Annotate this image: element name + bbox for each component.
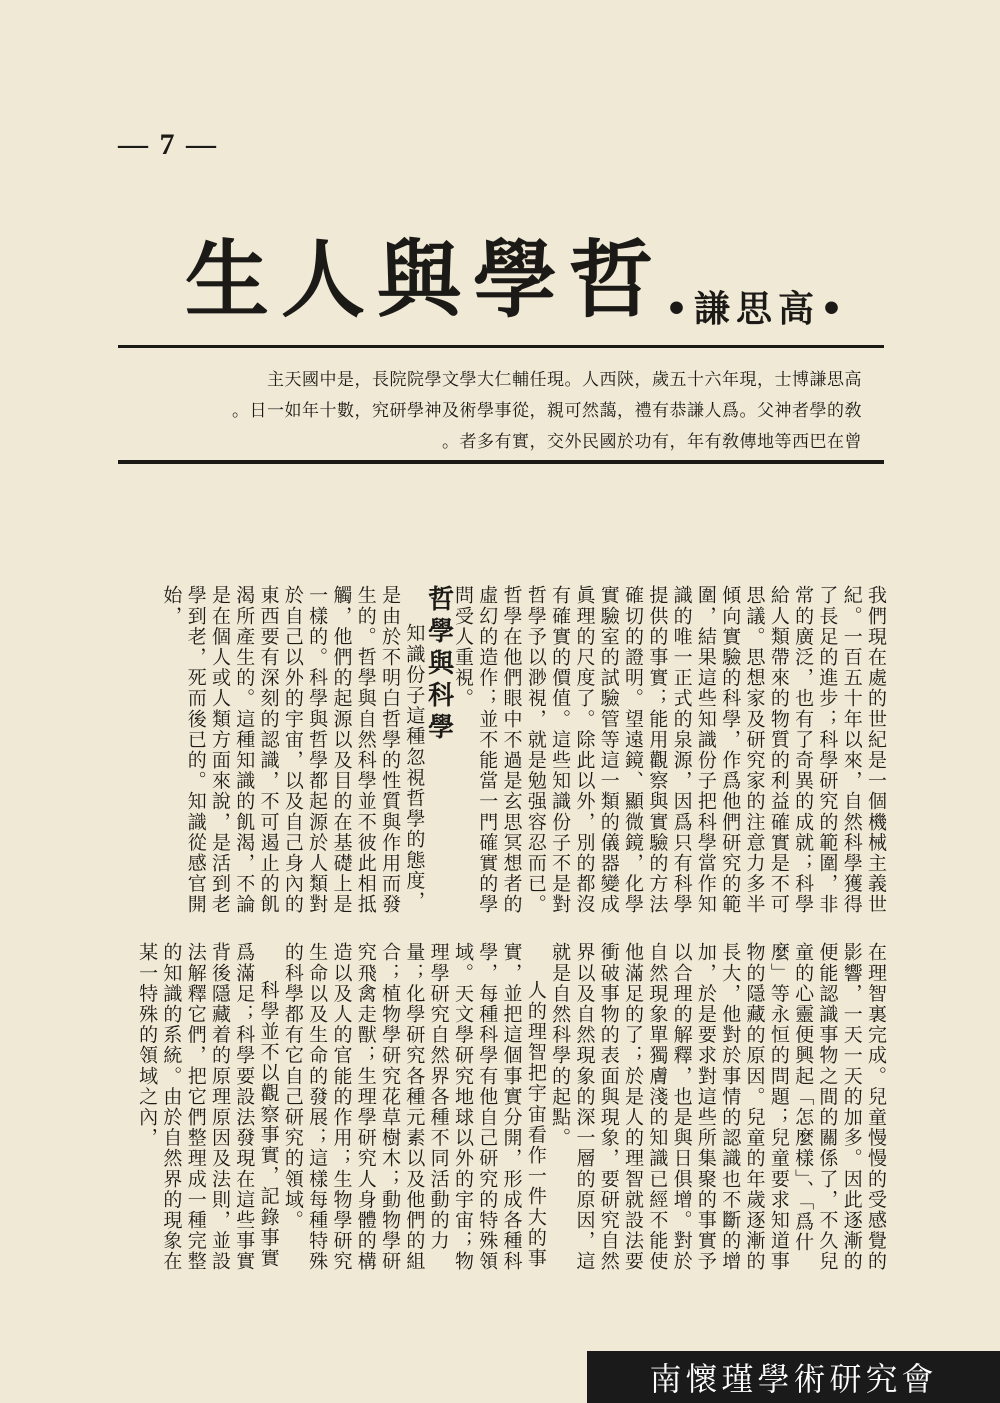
intro-line: 。日一如年十數，究研學神及術學事從，親可然藹，禮有恭謙人爲。父神者學的敎 [232, 401, 862, 421]
body-paragraph: 人的理智把宇宙看作一件大的事實，並把這個事實分開，形成各種科學，每種科學有他自己研究的特殊領域。天文學研究地球以外的宇宙；物理學研究自然界各種不同活動的力量；化學研究各種元素以及他們的組合；植物學研究花草樹木；動物學研究飛禽走獸；生理學研究人身體的構造以及人的官能的作用；生物學研究生命以及生命的發展；這樣每種特殊的科學都有它自己研究的領域。 [281, 942, 547, 1272]
author-intro [150, 365, 862, 458]
bottom-rule [118, 460, 884, 464]
body-paragraph: 知識份子這種忽視哲學的態度，是由於不明白哲學的性質與作用而發生的。哲學與自然科學並不彼此相抵觸，他們的起源以及目的在基礎上是一樣的。科學與哲學都起源於人類對於自己以外的宇宙，以及自己身內的東西要有深刻的認識，不可遏止的飢渴所產生的。這種知識的飢渴，不論是在個人或人類方面來說，是活到老學到老，死而後已的。知識從感官開始， [160, 585, 426, 915]
author-name: •謙思高• [665, 289, 850, 330]
body-paragraph: 我們現在處的世紀是一個機械主義世紀。一百五十年以來，自然科學獲得了長足的進步；科學研究的範圍，非常的廣泛，也有了奇異的成就；科學給人類帶來的物質的利益確實是不可思議。思想家及研究家的注意力多半傾向實驗的科學，作爲他們研究的範圍，結果這些知識份子把科學當作知識的唯一正式的泉源，因爲只有科學提供的事實；能用觀察與實驗的方法確切的證明。望遠鏡、顯微鏡，化學實驗室的試驗管等這一類的儀器變成眞理的尺度了。除此以外，別的都沒有確實的價值。這些知識份子不是對哲學予以渺視，就是勉强容忍而已。哲學在他們眼中不過是玄思冥想者的虛幻的造作；並不能當一門確實的學問受人重視。 [451, 585, 887, 915]
body-bottom-block [118, 942, 888, 1282]
watermark-banner: 南懷瑾學術研究會 [587, 1351, 1000, 1403]
body-paragraph: 在理智裏完成。兒童慢慢的受感覺的影響，一天一天的加多。因此逐漸的便能認識事物之間的關係了，不久兒童的心靈便興起「怎麼樣」、「爲什麼」等永恒的問題；兒童要求知道事物的隱藏的原因。兒童的年歲逐漸的長大，他對於事情的認識也不斷的增加，於是要求對這些所集聚的事實予以合理的解釋，也是與日俱增。對於自然現象單獨膚淺的知識已經不能使他滿足的了；於是人的理智就設法要衝破事物的表面與現象，要研究自然界以及自然現象的深一層的原因，這就是自然科學的起點。 [549, 942, 887, 1272]
article-title: 生人與學哲 [185, 230, 666, 329]
section-subheading: 哲學與科學 [423, 585, 454, 745]
page-number: — 7 — [118, 128, 218, 161]
intro-line: 主天國中是，長院院學文學大仁輔任現。人西陝，歲五十六年現，士博謙思高 [267, 370, 862, 390]
intro-line: 。者多有實，交外民國於功有，年有敎傳地等西巴在曾 [442, 432, 862, 452]
top-rule [118, 345, 884, 348]
body-paragraph: 科學並不以觀察事實，記錄事實爲滿足；科學要設法發現在這些事實背後隱藏着的原理原因及法則，並設法解釋它們，把它們整理成一種完整的知識的系統。由於自然界的現象在某一特殊的領域之內， [136, 942, 280, 1272]
body-top-block [118, 585, 888, 915]
